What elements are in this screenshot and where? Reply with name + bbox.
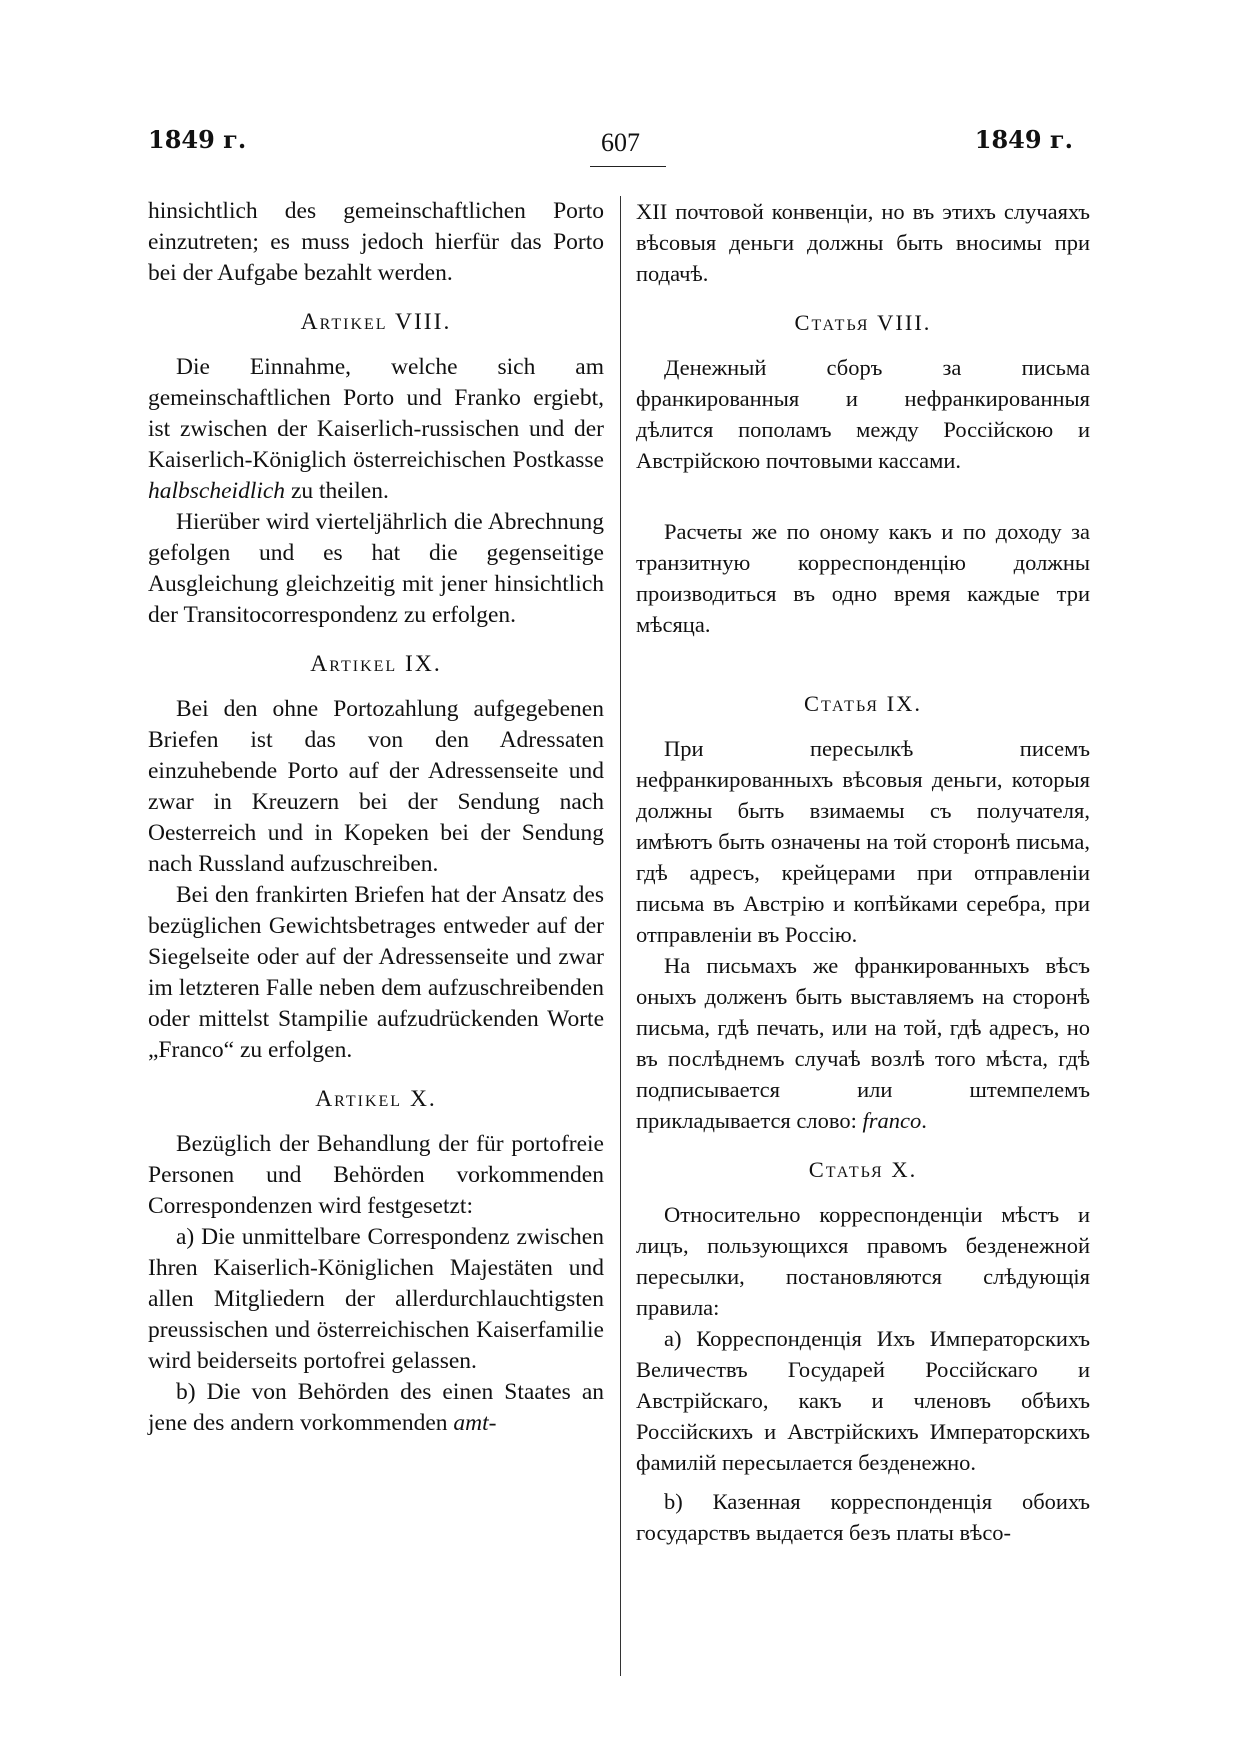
german-article-8-paragraph-1 xyxy=(148,352,604,507)
russian-article-8-heading: Статья VIII. xyxy=(794,310,932,335)
spacer xyxy=(636,476,1090,516)
spacer xyxy=(636,1478,1090,1486)
column-divider xyxy=(620,196,621,1676)
russian-article-8-paragraph-2: Расчеты же по оному какъ и по доходу за транзитную корреспонденцію должны производиться въ одно время каждые три мѣсяца. xyxy=(636,519,1090,637)
header-year-left: 1849 г. xyxy=(148,125,247,154)
russian-article-10-heading: Статья X. xyxy=(808,1157,918,1182)
german-article-8-paragraph-2: Hierüber wird vierteljährlich die Abrechnung gefolgen und es hat die gegenseitige Ausgleichung gleichzeitig mit jener hinsichtlich der Transitocorrespondenz zu erfolgen. xyxy=(148,509,604,628)
russian-article-9-paragraph-2 xyxy=(636,950,1090,1136)
russian-article-9-text-a: На письмахъ же франкированныхъ вѣсъ оныхъ долженъ быть выставляемъ на сторонѣ письма, гдѣ печать, или на той, гдѣ адресъ, но въ послѣднемъ случаѣ возлѣ того мѣста, гдѣ подписывается или штемпелемъ прикладывается слово: xyxy=(636,953,1090,1133)
german-article-10-item-b-emphasis: amt- xyxy=(453,1410,497,1436)
german-article-8-emphasis: halbscheidlich xyxy=(148,478,286,504)
german-intro: hinsichtlich des gemeinschaftlichen Porto einzutreten; es muss jedoch hierfür das Porto bei der Aufgabe bezahlt werden. xyxy=(148,198,604,286)
german-article-10-paragraph-1: Bezüglich der Behandlung der für portofreie Personen und Behörden vorkommenden Correspondenzen wird festgesetzt: xyxy=(148,1131,604,1219)
german-article-10-item-b xyxy=(148,1377,604,1439)
page-number: 607 xyxy=(601,128,640,157)
german-article-9-paragraph-1: Bei den ohne Portozahlung aufgegebenen Briefen ist das von den Adressaten einzuhebende Porto auf der Adressenseite und zwar in Kreuzern bei der Sendung nach Oesterreich und in Kopeken bei der Sendung nach Russland aufzuschreiben. xyxy=(148,696,604,877)
page-number-underline xyxy=(590,166,666,167)
russian-article-10-item-a: а) Корреспонденція Ихъ Императорскихъ Величествъ Государей Россійскаго и Австрійскаго, какъ и членовъ обѣихъ Россійскихъ и Австрійскихъ Императорскихъ фамилій пересылается безденежно. xyxy=(636,1326,1090,1475)
russian-article-9-text-b: . xyxy=(921,1108,927,1133)
russian-article-9-emphasis: franco xyxy=(862,1108,922,1133)
german-article-10-heading: Artikel X. xyxy=(315,1086,437,1112)
german-article-9-paragraph-2: Bei den frankirten Briefen hat der Ansatz des bezüglichen Gewichtsbetrages entweder auf der Siegelseite oder auf der Adressenseite und zwar im letzteren Falle neben dem aufzuschreibenden oder mittelst Stampilie aufzudrückenden Worte „Franco“ zu erfolgen. xyxy=(148,882,604,1063)
header-year-right: 1849 г. xyxy=(974,125,1073,154)
german-article-8-text-b: zu theilen. xyxy=(285,478,389,504)
russian-column xyxy=(636,196,1090,1548)
german-column xyxy=(148,196,604,1439)
spacer xyxy=(636,640,1090,670)
russian-article-10-paragraph-1: Относительно корреспонденціи мѣстъ и лицъ, пользующихся правомъ безденежной пересылки, постановляются слѣдующія правила: xyxy=(636,1202,1090,1320)
russian-intro: XII почтовой конвенціи, но въ этихъ случаяхъ вѣсовыя деньги должны быть вносимы при подачѣ. xyxy=(636,199,1090,286)
russian-article-9-paragraph-1: При пересылкѣ писемъ нефранкированныхъ вѣсовыя деньги, которыя должны быть взимаемы съ получателя, имѣютъ быть означены на той сторонѣ письма, гдѣ адресъ, крейцерами при отправленіи письма въ Австрію и копѣйками серебра, при отправленіи въ Россію. xyxy=(636,736,1090,947)
german-article-8-text-a: Die Einnahme, welche sich am gemeinschaftlichen Porto und Franko ergiebt, ist zwischen der Kaiserlich-russischen und der Kaiserlich-Königlich österreichischen Postkasse xyxy=(148,354,604,473)
russian-article-9-heading: Статья IX. xyxy=(804,691,922,716)
german-article-8-heading: Artikel VIII. xyxy=(300,309,452,335)
german-article-10-item-b-text: b) Die von Behörden des einen Staates an jene des andern vorkommenden xyxy=(148,1379,604,1436)
russian-article-10-item-b: b) Казенная корреспонденція обоихъ государствъ выдается безъ платы вѣсо- xyxy=(636,1489,1090,1545)
german-article-9-heading: Artikel IX. xyxy=(310,651,442,677)
german-article-10-item-a: a) Die unmittelbare Correspondenz zwischen Ihren Kaiserlich-Königlichen Majestäten und allen Mitgliedern der allerdurchlauchtigsten preussischen und österreichischen Kaiserfamilie wird beiderseits portofrei gelassen. xyxy=(148,1224,604,1374)
russian-article-8-paragraph-1: Денежный сборъ за письма франкированныя и нефранкированныя дѣлится пополамъ между Россійскою и Австрійскою почтовыми кассами. xyxy=(636,355,1090,473)
